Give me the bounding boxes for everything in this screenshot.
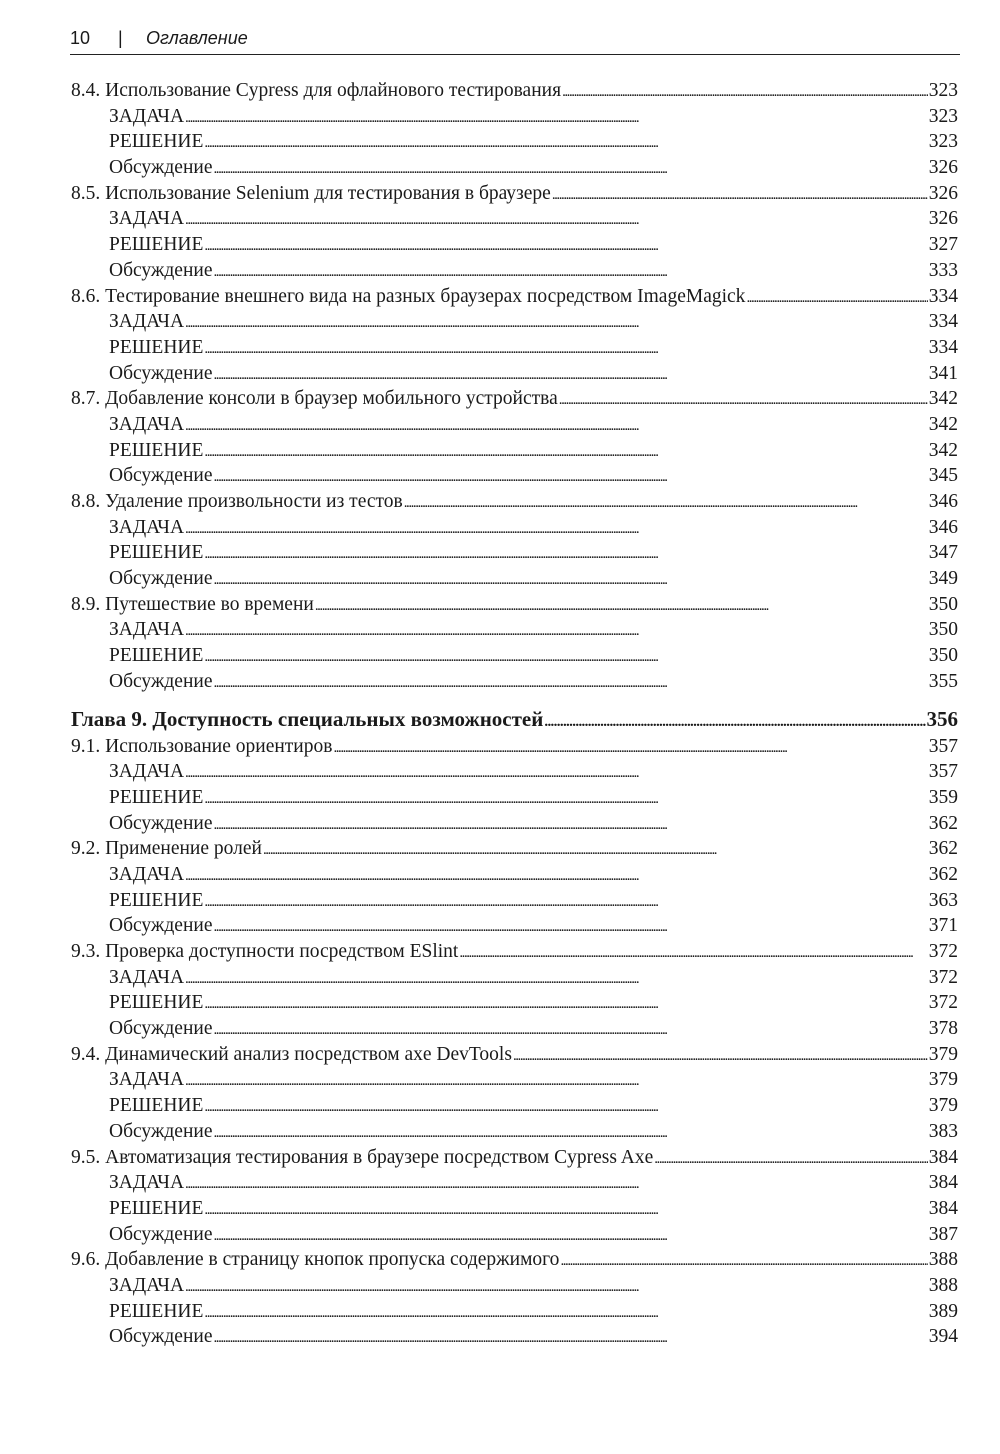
dot-leader (185, 1170, 928, 1198)
dot-leader (213, 1324, 927, 1352)
toc-subsection-page: 372 (928, 966, 958, 988)
section-number: 9.3. (71, 941, 101, 962)
dot-leader (333, 734, 927, 762)
section-title-text: Добавление в страницу кнопок пропуска содержимого (105, 1249, 560, 1271)
toc-section[interactable] (71, 78, 958, 104)
toc-subsection-page: 357 (928, 761, 958, 783)
toc-section-page: 388 (928, 1249, 958, 1271)
toc-section-page: 379 (928, 1043, 958, 1065)
toc-subsection-page: 334 (928, 311, 958, 333)
toc-subsection-title: РЕШЕНИЕ (109, 542, 204, 564)
toc-subsection-title: ЗАДАЧА (109, 311, 185, 333)
toc-section-title (71, 1247, 559, 1273)
toc-subsection-page: 359 (928, 786, 958, 808)
toc-subsection-page: 362 (928, 812, 958, 834)
toc-subsection-page: 327 (928, 234, 958, 256)
dot-leader (213, 258, 927, 286)
section-number: 9.6. (71, 1249, 101, 1271)
dot-leader (185, 515, 928, 543)
toc-subsection-page: 379 (928, 1069, 958, 1091)
dot-leader (185, 1273, 928, 1301)
toc-subsection-page: 326 (928, 208, 958, 230)
toc-subsection-title: Обсуждение (109, 1120, 213, 1142)
dot-leader (404, 489, 928, 517)
dot-leader (185, 617, 928, 645)
toc-subsection-page: 384 (928, 1172, 958, 1194)
toc-subsection-title: РЕШЕНИЕ (109, 1300, 204, 1322)
toc-subsection[interactable] (71, 1273, 958, 1299)
toc-subsection-page: 389 (928, 1300, 958, 1322)
toc-subsection-page: 323 (928, 131, 958, 153)
toc-subsection-title: ЗАДАЧА (109, 966, 185, 988)
toc-subsection-page: 362 (928, 863, 958, 885)
toc-subsection-page: 394 (928, 1326, 958, 1348)
dot-leader (185, 309, 928, 337)
toc-subsection-page: 371 (928, 915, 958, 937)
toc-subsection-title: Обсуждение (109, 812, 213, 834)
toc-section-title (71, 1145, 653, 1171)
dot-leader (213, 155, 927, 183)
toc-subsection-title: ЗАДАЧА (109, 619, 185, 641)
table-of-contents (71, 78, 958, 1350)
dot-leader (559, 386, 928, 414)
toc-subsection-page: 347 (928, 542, 958, 564)
dot-leader (185, 104, 928, 132)
dot-leader (204, 1196, 927, 1224)
section-title-text: Автоматизация тестирования в браузере посредством Cypress Axe (105, 1146, 654, 1168)
toc-subsection-title: Обсуждение (109, 1326, 213, 1348)
toc-subsection[interactable] (71, 155, 958, 181)
toc-subsection-page: 342 (928, 439, 958, 461)
dot-leader (213, 1222, 927, 1250)
toc-subsection[interactable] (71, 1016, 958, 1042)
dot-leader (204, 232, 927, 260)
section-number: 9.5. (71, 1146, 101, 1168)
dot-leader (263, 836, 928, 864)
dot-leader (213, 1016, 927, 1044)
toc-subsection[interactable] (71, 206, 958, 232)
toc-chapter[interactable] (71, 704, 958, 734)
section-number: 8.9. (71, 593, 101, 615)
toc-subsection-title: РЕШЕНИЕ (109, 1095, 204, 1117)
dot-leader (204, 990, 927, 1018)
toc-section-page: 346 (928, 491, 958, 512)
dot-leader (552, 181, 928, 209)
toc-section-page: 334 (928, 285, 958, 307)
toc-subsection-page: 341 (928, 362, 958, 384)
toc-subsection-page: 349 (928, 568, 958, 590)
toc-subsection[interactable] (71, 1324, 958, 1350)
toc-subsection-page: 333 (928, 259, 958, 281)
toc-subsection-title: РЕШЕНИЕ (109, 336, 204, 358)
section-number: 8.4. (71, 80, 101, 101)
toc-section-title (71, 734, 332, 760)
section-title-text: Путешествие во времени (105, 593, 314, 615)
dot-leader (746, 284, 927, 312)
toc-subsection-title: ЗАДАЧА (109, 105, 185, 127)
toc-section[interactable] (71, 1145, 958, 1171)
toc-subsection-page: 378 (928, 1018, 958, 1040)
toc-subsection-title: Обсуждение (109, 362, 213, 384)
toc-subsection-page: 342 (928, 413, 958, 435)
dot-leader (213, 463, 927, 491)
toc-subsection[interactable] (71, 785, 958, 811)
toc-subsection[interactable] (71, 258, 958, 284)
toc-subsection[interactable] (71, 104, 958, 130)
section-title-text: Использование Cypress для офлайнового тестирования (105, 80, 562, 101)
toc-subsection[interactable] (71, 232, 958, 258)
toc-section-title (71, 1042, 512, 1068)
toc-subsection-title: РЕШЕНИЕ (109, 1197, 204, 1219)
dot-leader (185, 412, 928, 440)
toc-subsection-title: ЗАДАЧА (109, 863, 185, 885)
dot-leader (185, 206, 928, 234)
toc-section[interactable] (71, 489, 958, 515)
dot-leader (213, 1119, 927, 1147)
dot-leader (204, 335, 927, 363)
toc-subsection[interactable] (71, 463, 958, 489)
toc-subsection[interactable] (71, 1299, 958, 1325)
section-title-text: Удаление произвольности из тестов (105, 491, 403, 512)
toc-subsection-title: Обсуждение (109, 568, 213, 590)
toc-subsection-page: 363 (928, 889, 958, 911)
toc-section[interactable] (71, 836, 958, 862)
dot-leader (204, 1299, 927, 1327)
toc-subsection-title: РЕШЕНИЕ (109, 645, 204, 667)
toc-subsection-page: 355 (928, 670, 958, 692)
section-number: 9.2. (71, 838, 101, 860)
toc-subsection[interactable] (71, 438, 958, 464)
dot-leader (185, 759, 928, 787)
toc-section-page: 384 (928, 1146, 958, 1168)
dot-leader (204, 540, 927, 568)
toc-subsection[interactable] (71, 515, 958, 541)
toc-subsection[interactable] (71, 888, 958, 914)
toc-subsection-title: ЗАДАЧА (109, 761, 185, 783)
section-title-text: Доступность специальных возможностей (152, 706, 544, 731)
toc-subsection-page: 384 (928, 1197, 958, 1219)
toc-subsection-page: 387 (928, 1223, 958, 1245)
toc-section-page: 372 (928, 941, 958, 962)
toc-chapter-page: 356 (926, 706, 958, 731)
toc-subsection-title: ЗАДАЧА (109, 208, 185, 230)
dot-leader (204, 129, 927, 157)
header-title: Оглавление (146, 28, 248, 48)
dot-leader (204, 785, 927, 813)
toc-subsection-title: РЕШЕНИЕ (109, 131, 204, 153)
dot-leader (544, 704, 925, 737)
dot-leader (560, 1247, 927, 1275)
section-title-text: Применение ролей (105, 838, 262, 860)
toc-subsection[interactable] (71, 1170, 958, 1196)
toc-section-page: 326 (928, 182, 958, 204)
toc-subsection[interactable] (71, 862, 958, 888)
section-title-text: Использование ориентиров (105, 735, 333, 757)
toc-section-title (71, 836, 262, 862)
toc-subsection-page: 383 (928, 1120, 958, 1142)
dot-leader (213, 566, 927, 594)
toc-subsection[interactable] (71, 540, 958, 566)
section-title-text: Использование Selenium для тестирования в браузере (105, 182, 551, 204)
toc-section-page: 350 (928, 593, 958, 615)
toc-section-title (71, 592, 314, 618)
toc-subsection-page: 346 (928, 516, 958, 538)
toc-subsection-title: Обсуждение (109, 157, 213, 179)
dot-leader (204, 888, 927, 916)
toc-subsection-title: Обсуждение (109, 1018, 213, 1040)
dot-leader (204, 643, 927, 671)
section-number: Глава 9. (71, 706, 148, 731)
section-title-text: Проверка доступности посредством ESlint (105, 941, 459, 962)
toc-subsection[interactable] (71, 811, 958, 837)
dot-leader (459, 939, 927, 967)
toc-subsection-title: Обсуждение (109, 259, 213, 281)
toc-section[interactable] (71, 734, 958, 760)
dot-leader (213, 913, 927, 941)
toc-section-title (71, 284, 745, 310)
toc-section[interactable] (71, 1247, 958, 1273)
section-number: 9.4. (71, 1043, 101, 1065)
toc-subsection[interactable] (71, 990, 958, 1016)
dot-leader (654, 1145, 928, 1173)
header-separator: | (118, 28, 123, 48)
toc-section-title (71, 181, 551, 207)
toc-subsection[interactable] (71, 913, 958, 939)
toc-subsection-page: 345 (928, 465, 958, 487)
toc-section[interactable] (71, 1042, 958, 1068)
section-title-text: Динамический анализ посредством axe DevTools (105, 1043, 512, 1065)
toc-subsection[interactable] (71, 335, 958, 361)
page-number: 10 (70, 28, 91, 48)
toc-subsection-page: 350 (928, 619, 958, 641)
toc-section[interactable] (71, 181, 958, 207)
toc-subsection-title: ЗАДАЧА (109, 1172, 185, 1194)
toc-subsection[interactable] (71, 1119, 958, 1145)
toc-subsection-title: ЗАДАЧА (109, 516, 185, 538)
toc-subsection-page: 379 (928, 1095, 958, 1117)
toc-section-page: 323 (928, 80, 958, 101)
toc-subsection[interactable] (71, 759, 958, 785)
toc-subsection[interactable] (71, 965, 958, 991)
toc-section[interactable] (71, 386, 958, 412)
toc-subsection[interactable] (71, 1067, 958, 1093)
toc-subsection[interactable] (71, 643, 958, 669)
toc-subsection[interactable] (71, 669, 958, 695)
toc-subsection[interactable] (71, 309, 958, 335)
toc-subsection-page: 372 (928, 992, 958, 1014)
dot-leader (213, 361, 927, 389)
toc-subsection-page: 323 (928, 105, 958, 127)
toc-section-title (71, 78, 561, 104)
toc-subsection-title: ЗАДАЧА (109, 1274, 185, 1296)
section-number: 8.8. (71, 491, 101, 512)
toc-subsection[interactable] (71, 617, 958, 643)
toc-section[interactable] (71, 939, 958, 965)
dot-leader (213, 811, 927, 839)
toc-section[interactable] (71, 592, 958, 618)
toc-subsection-title: РЕШЕНИЕ (109, 234, 204, 256)
toc-subsection-title: ЗАДАЧА (109, 1069, 185, 1091)
toc-subsection[interactable] (71, 361, 958, 387)
section-number: 8.5. (71, 182, 101, 204)
toc-subsection-title: РЕШЕНИЕ (109, 439, 204, 461)
toc-chapter-title (71, 704, 543, 734)
toc-section-title (71, 386, 558, 412)
toc-subsection[interactable] (71, 129, 958, 155)
toc-section-title (71, 489, 403, 515)
toc-subsection-title: Обсуждение (109, 915, 213, 937)
toc-subsection-title: Обсуждение (109, 1223, 213, 1245)
toc-section-page: 357 (928, 735, 958, 757)
toc-subsection-title: Обсуждение (109, 465, 213, 487)
section-title-text: Добавление консоли в браузер мобильного устройства (105, 388, 558, 410)
toc-section[interactable] (71, 284, 958, 310)
toc-subsection[interactable] (71, 566, 958, 592)
toc-subsection[interactable] (71, 1093, 958, 1119)
dot-leader (315, 592, 928, 620)
toc-subsection-page: 388 (928, 1274, 958, 1296)
toc-subsection-title: РЕШЕНИЕ (109, 786, 204, 808)
toc-subsection-title: РЕШЕНИЕ (109, 889, 204, 911)
dot-leader (213, 669, 927, 697)
toc-subsection-title: Обсуждение (109, 670, 213, 692)
dot-leader (204, 438, 927, 466)
toc-section-page: 362 (928, 838, 958, 860)
toc-section-page: 342 (928, 388, 958, 410)
dot-leader (562, 78, 928, 106)
toc-subsection[interactable] (71, 1196, 958, 1222)
section-title-text: Тестирование внешнего вида на разных браузерах посредством ImageMagick (105, 285, 746, 307)
toc-subsection[interactable] (71, 1222, 958, 1248)
dot-leader (185, 965, 928, 993)
running-header (70, 24, 960, 55)
toc-section-title (71, 939, 458, 965)
dot-leader (204, 1093, 927, 1121)
section-number: 9.1. (71, 735, 101, 757)
dot-leader (185, 1067, 928, 1095)
dot-leader (185, 862, 928, 890)
section-number: 8.7. (71, 388, 101, 410)
toc-subsection-page: 334 (928, 336, 958, 358)
dot-leader (513, 1042, 928, 1070)
toc-subsection-page: 350 (928, 645, 958, 667)
toc-subsection-page: 326 (928, 157, 958, 179)
toc-subsection[interactable] (71, 412, 958, 438)
toc-subsection-title: ЗАДАЧА (109, 413, 185, 435)
section-number: 8.6. (71, 285, 101, 307)
toc-subsection-title: РЕШЕНИЕ (109, 992, 204, 1014)
